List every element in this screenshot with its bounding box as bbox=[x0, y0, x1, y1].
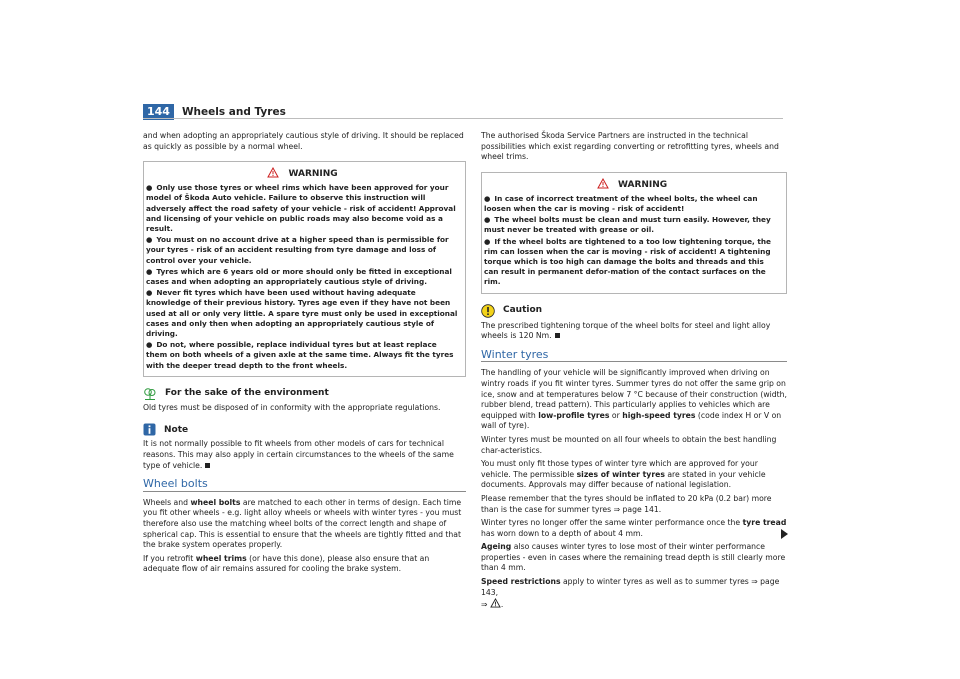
warning-triangle-icon bbox=[267, 167, 279, 178]
bullet-icon: ● bbox=[146, 288, 153, 298]
right-column bbox=[481, 131, 787, 614]
next-page-arrow-icon[interactable] bbox=[781, 529, 788, 539]
environment-title: For the sake of the environment bbox=[165, 388, 329, 399]
warning-item-text: Do not, where possible, replace individual tyres but at least replace them on both wheels of a given axle at the same time. Always fit the tyres with the deeper tread depth to the front wheels. bbox=[146, 340, 454, 370]
warning-header bbox=[146, 165, 459, 183]
warning-title: WARNING bbox=[617, 179, 668, 190]
caution-header bbox=[481, 304, 787, 318]
warning-header bbox=[484, 176, 780, 194]
environment-header bbox=[143, 387, 466, 400]
warning-triangle-icon bbox=[490, 598, 501, 608]
end-marker-icon bbox=[205, 463, 210, 468]
bullet-icon: ● bbox=[146, 183, 153, 193]
section-heading-winter-tyres: Winter tyres bbox=[481, 350, 787, 363]
warning-item-text: You must on no account drive at a higher speed than is permissible for your tyres - risk of an accident resulting from tyre damage and loss of control over your vehicle. bbox=[146, 235, 449, 265]
winter-paragraph-3: You must only fit those types of winter tyre which are approved for your vehicle. The permissible sizes of winter tyres are stated in your vehicle documents. Approvals may differ because of national legislation. bbox=[481, 459, 766, 490]
warning-item-text: Never fit tyres which have been used without having adequate knowledge of their previous history. Tyres age even if they have not been used at all or only very little. A spare tyre must only be used in exceptional cases and only then when adopting an appropriately cautious style of driving. bbox=[146, 288, 458, 339]
note-header bbox=[143, 423, 466, 436]
warning-item bbox=[484, 215, 780, 235]
caution-icon bbox=[481, 304, 495, 318]
warning-item bbox=[146, 267, 459, 287]
bullet-icon: ● bbox=[484, 193, 491, 203]
caution-title: Caution bbox=[503, 305, 543, 316]
bullet-icon: ● bbox=[484, 215, 491, 225]
winter-paragraph-7: Speed restrictions apply to winter tyres as well as to summer tyres ⇒ page 143, ⇒ . bbox=[481, 577, 780, 610]
warning-item bbox=[484, 237, 780, 288]
page-number: 144 bbox=[143, 104, 174, 120]
caution-text: The prescribed tightening torque of the wheel bolts for steel and light alloy wheels is 120 Nm. bbox=[481, 320, 771, 341]
right-intro: The authorised Škoda Service Partners are instructed in the technical possibilities which exist regarding converting or retrofitting tyres, wheels and wheel trims. bbox=[481, 131, 779, 162]
header-divider bbox=[143, 118, 783, 119]
warning-item bbox=[146, 183, 459, 234]
tree-icon bbox=[143, 387, 157, 400]
warning-title: WARNING bbox=[288, 169, 338, 180]
winter-paragraph-5: Winter tyres no longer offer the same winter performance once the tyre tread has worn down to a depth of about 4 mm. bbox=[481, 518, 787, 538]
note-text: It is not normally possible to fit wheels from other models of cars for technical reasons. This may also apply in certain circumstances to the wheels of the same type of vehicle. bbox=[143, 439, 454, 470]
wheel-bolts-paragraph-1: Wheels and wheel bolts are matched to each other in terms of design. Each time you fit other wheels - e.g. light alloy wheels or wheels with winter tyres - you must therefore also use the matching wheel bolts of the correct length and shape of spherical cap. This is essential to ensure that the wheels are tightly fitted and that the brake system operates properly. bbox=[143, 497, 462, 550]
bullet-icon: ● bbox=[484, 236, 491, 246]
winter-paragraph-6: Ageing also causes winter tyres to lose most of their winter performance properties - even in cases where the remaining tread depth is still clearly more than 4 mm. bbox=[481, 542, 786, 573]
winter-paragraph-1: The handling of your vehicle will be significantly improved when driving on wintry roads if you fit winter tyres. Summer tyres do not offer the same grip on ice, snow and at temperatures below 7 °C because of their construction (width, rubber blend, tread pattern). This particularly applies to vehicles which are equipped with low-profile tyres or high-speed tyres (code index H or V on wall of tyre). bbox=[481, 368, 787, 431]
warning-item-text: Only use those tyres or wheel rims which have been approved for your model of Škoda Auto vehicle. Failure to observe this instruction will adversely affect the road safety of your vehicle - risk of accident! Approval and licensing of your vehicle on public roads may also become void as a result. bbox=[146, 183, 456, 233]
environment-text: Old tyres must be disposed of in conformity with the appropriate regulations. bbox=[143, 402, 441, 412]
warning-item bbox=[146, 340, 459, 371]
end-marker-icon bbox=[555, 333, 560, 338]
page-title: Wheels and Tyres bbox=[181, 106, 286, 118]
bullet-icon: ● bbox=[146, 235, 153, 245]
section-heading-wheel-bolts: Wheel bolts bbox=[143, 479, 466, 492]
note-title: Note bbox=[164, 424, 189, 435]
bullet-icon: ● bbox=[146, 340, 153, 350]
warning-item-text: If the wheel bolts are tightened to a too low tightening torque, the rim can lossen when the car is moving - risk of accident! A tightening torque which is too high can damage the bolts and threads and this can result in permanent defor-mation of the contact surfaces on the rim. bbox=[484, 236, 771, 287]
warning-triangle-icon bbox=[597, 178, 609, 189]
winter-paragraph-4: Please remember that the tyres should be inflated to 20 kPa (0.2 bar) more than is the case for summer tyres ⇒ page 141. bbox=[481, 493, 772, 514]
left-column bbox=[143, 131, 466, 578]
warning-item-text: Tyres which are 6 years old or more should only be fitted in exceptional cases and when adopting an appropriately cautious style of driving. bbox=[146, 266, 452, 287]
winter-paragraph-2: Winter tyres must be mounted on all four wheels to obtain the best handling char-acteristics. bbox=[481, 434, 777, 455]
warning-item bbox=[484, 194, 780, 214]
warning-box-tyres bbox=[143, 161, 466, 377]
left-intro: and when adopting an appropriately cautious style of driving. It should be replaced as quickly as possible by a normal wheel. bbox=[143, 131, 464, 151]
info-icon bbox=[143, 423, 156, 436]
warning-item-text: In case of incorrect treatment of the wheel bolts, the wheel can loosen when the car is moving - risk of accident! bbox=[484, 193, 758, 213]
warning-item bbox=[146, 288, 459, 339]
bullet-icon: ● bbox=[146, 266, 153, 276]
warning-box-wheel-bolts bbox=[481, 172, 787, 294]
warning-item bbox=[146, 235, 459, 266]
warning-item-text: The wheel bolts must be clean and must turn easily. However, they must never be treated with grease or oil. bbox=[484, 215, 771, 235]
wheel-bolts-paragraph-2: If you retrofit wheel trims (or have this done), please also ensure that an adequate flow of air remains assured for cooling the brake system. bbox=[143, 553, 430, 574]
